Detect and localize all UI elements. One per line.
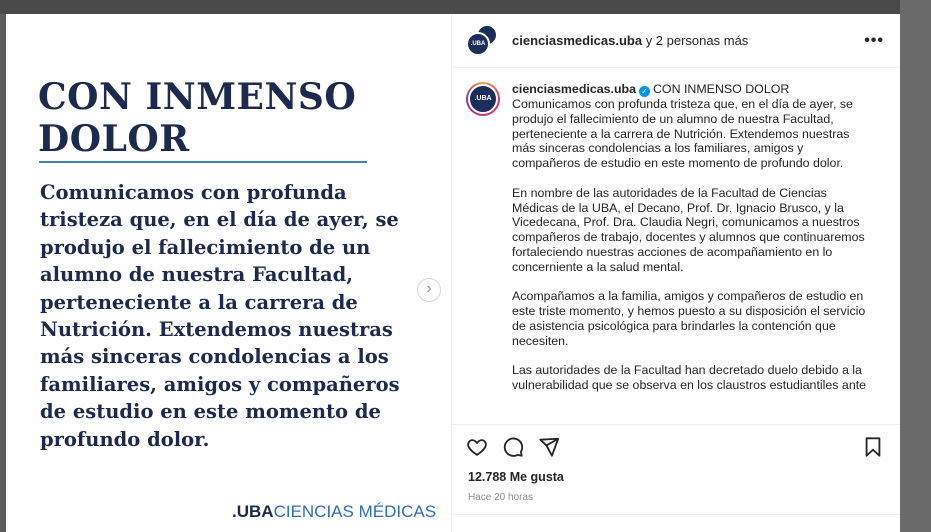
author-username[interactable]: cienciasmedicas.uba — [512, 33, 643, 48]
background-feed-top — [0, 0, 931, 14]
image-body-text: Comunicamos con profunda tristeza que, en el día de ayer, se produjo el fallecimiento de un alumno de nuestra Facultad, perteneciente a la carrera de Nutrición. Extendemos nuestras más sinceras condolencias a los familiares, amigos y compañeros de estudio en este momento de profundo dolor. — [40, 181, 400, 451]
caption-avatar[interactable] — [466, 82, 500, 116]
caption-paragraph: Las autoridades de la Facultad han decretado duelo debido a la vulnerabilidad que se observa en los claustros estudiantiles ante — [512, 363, 867, 393]
avatar: .UBA — [468, 84, 498, 114]
collaborators-link[interactable]: y 2 personas más — [642, 33, 749, 48]
post-header — [452, 14, 900, 68]
like-count[interactable]: 12.788 Me gusta — [468, 470, 564, 484]
comment-button[interactable] — [502, 436, 526, 460]
caption-text — [512, 82, 872, 424]
caption-title: CON INMENSO DOLOR — [652, 82, 790, 96]
post-side-panel — [451, 14, 900, 532]
post-author — [512, 33, 864, 48]
image-divider — [39, 161, 367, 163]
comment-icon — [502, 436, 524, 458]
more-options-icon[interactable]: ••• — [864, 31, 884, 49]
chevron-right-icon: › — [426, 280, 432, 297]
save-button[interactable] — [862, 436, 886, 460]
avatar: .UBA — [466, 32, 490, 56]
next-image-button[interactable] — [417, 278, 441, 302]
comment-input-area[interactable] — [452, 514, 900, 532]
logo-uba: .UBA — [232, 502, 274, 521]
post-actions — [452, 424, 900, 470]
collab-avatars[interactable] — [466, 24, 500, 58]
logo-ciencias-medicas: CIENCIAS MÉDICAS — [273, 502, 437, 521]
caption-paragraph: Acompañamos a la familia, amigos y compañeros de estudio en este triste momento, y hemos puesto a su disposición el servicio de asistencia psicológica para brindarles la contención que necesiten. — [512, 289, 866, 348]
image-title: CON INMENSO DOLOR — [38, 76, 357, 160]
uba-logo — [232, 502, 436, 522]
send-icon — [538, 436, 560, 458]
post-image — [6, 14, 451, 532]
post-timestamp[interactable]: Hace 20 horas — [468, 492, 534, 503]
caption-username[interactable]: cienciasmedicas.uba — [512, 82, 636, 96]
bookmark-icon — [862, 436, 884, 458]
caption-paragraph: En nombre de las autoridades de la Facultad de Ciencias Médicas de la UBA, el Decano, Prof. Dr. Ignacio Brusco, y la Vicedecana, Prof. Dra. Claudia Negri, comunicamos a nuestros compañeros de trabajo, docentes y alumnos que continuaremos fortaleciendo nuestras acciones de acompañamiento en lo concerniente a la salud mental. — [512, 185, 865, 274]
post-caption — [452, 68, 900, 424]
share-button[interactable] — [538, 436, 562, 460]
background-feed-right — [900, 0, 931, 532]
verified-badge-icon: ✓ — [639, 86, 650, 97]
caption-paragraph: Comunicamos con profunda tristeza que, en el día de ayer, se produjo el fallecimiento de un alumno de nuestra Facultad, perteneciente a la carrera de Nutrición. Extendemos nuestras más sinceras condolencias a los familiares, amigos y compañeros de estudio en este momento de profundo dolor. — [512, 97, 853, 171]
heart-icon — [466, 436, 488, 458]
like-button[interactable] — [466, 436, 490, 460]
post-modal — [6, 14, 900, 532]
